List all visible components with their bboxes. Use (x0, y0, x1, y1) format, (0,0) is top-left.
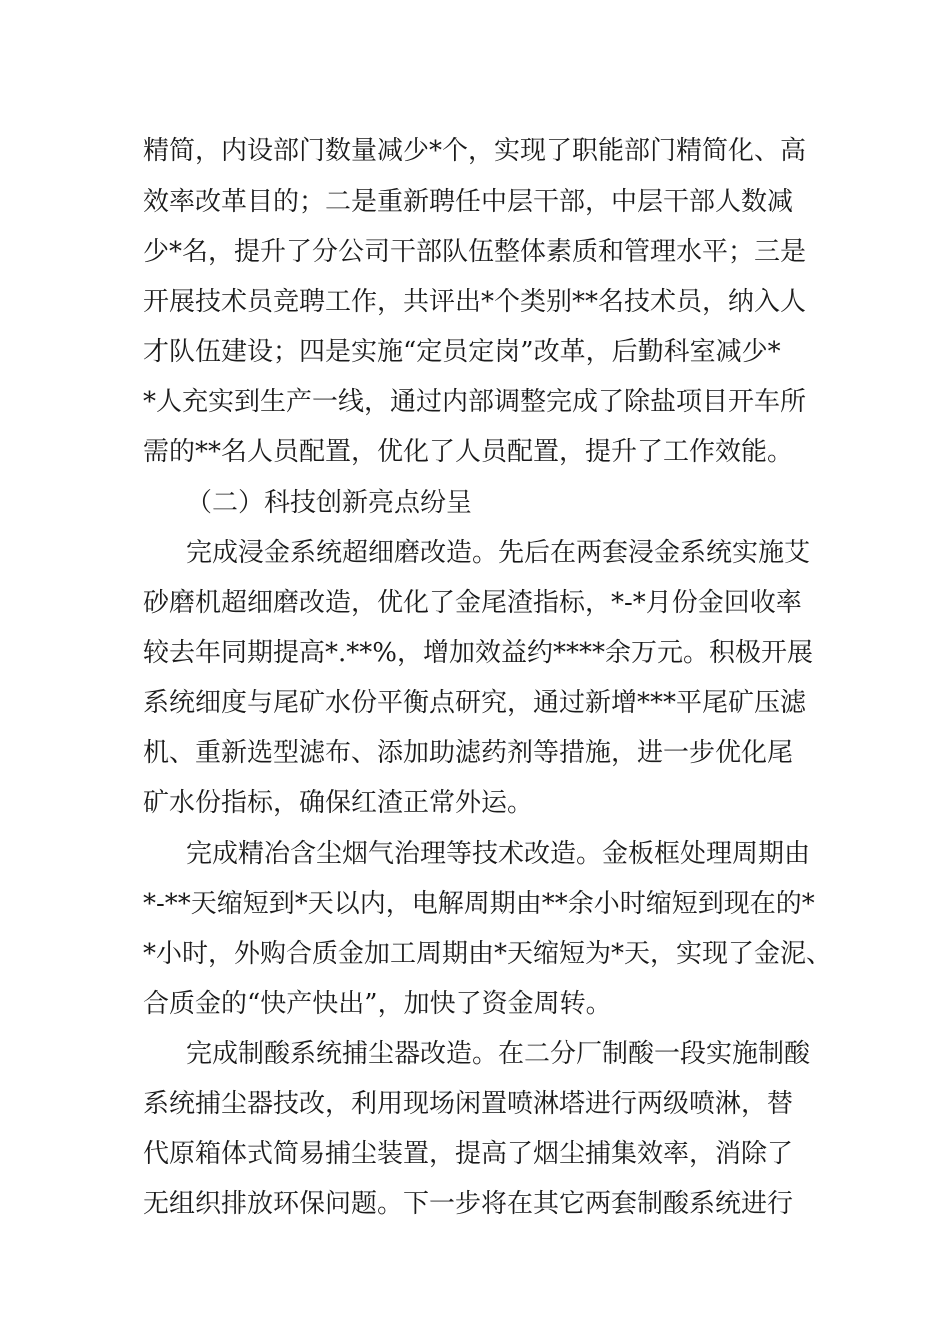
body-text-line: 矿水份指标，确保红渣正常外运。 (143, 788, 534, 818)
body-text-line: 开展技术员竞聘工作，共评出*个类别**名技术员，纳入人 (143, 287, 807, 317)
body-text-line: 少*名，提升了分公司干部队伍整体素质和管理水平；三是 (143, 237, 807, 267)
body-text-line: 需的**名人员配置，优化了人员配置，提升了工作效能。 (143, 437, 794, 467)
body-text-line: 效率改革目的；二是重新聘任中层干部，中层干部人数减 (143, 187, 794, 217)
body-text-line: 系统细度与尾矿水份平衡点研究，通过新增***平尾矿压滤 (143, 688, 807, 718)
body-text-line: 代原箱体式简易捕尘装置，提高了烟尘捕集效率，消除了 (143, 1139, 794, 1169)
body-text-line: 无组织排放环保问题。下一步将在其它两套制酸系统进行 (143, 1189, 794, 1219)
paragraph-first-line: 完成浸金系统超细磨改造。先后在两套浸金系统实施艾 (186, 538, 811, 568)
body-text-line: 砂磨机超细磨改造，优化了金尾渣指标，*-*月份金回收率 (143, 588, 802, 618)
section-heading: （二）科技创新亮点纷呈 (186, 488, 473, 518)
paragraph-first-line: 完成制酸系统捕尘器改造。在二分厂制酸一段实施制酸 (186, 1039, 811, 1069)
body-text-line: 才队伍建设；四是实施“定员定岗”改革，后勤科室减少* (143, 337, 781, 367)
body-text-line: 合质金的“快产快出”，加快了资金周转。 (143, 989, 612, 1019)
body-text-line: 系统捕尘器技改，利用现场闲置喷淋塔进行两级喷淋，替 (143, 1089, 794, 1119)
body-text-line: 较去年同期提高*.**%，增加效益约****余万元。积极开展 (143, 638, 813, 668)
body-text-line: *人充实到生产一线，通过内部调整完成了除盐项目开车所 (143, 387, 807, 417)
body-text-line: 精简，内设部门数量减少*个，实现了职能部门精简化、高 (143, 136, 807, 166)
paragraph-first-line: 完成精冶含尘烟气治理等技术改造。金板框处理周期由 (186, 839, 811, 869)
body-text-line: *-**天缩短到*天以内，电解周期由**余小时缩短到现在的* (143, 889, 815, 919)
body-text-line: *小时，外购合质金加工周期由*天缩短为*天，实现了金泥、 (143, 939, 833, 969)
body-text-line: 机、重新选型滤布、添加助滤药剂等措施，进一步优化尾 (143, 738, 794, 768)
